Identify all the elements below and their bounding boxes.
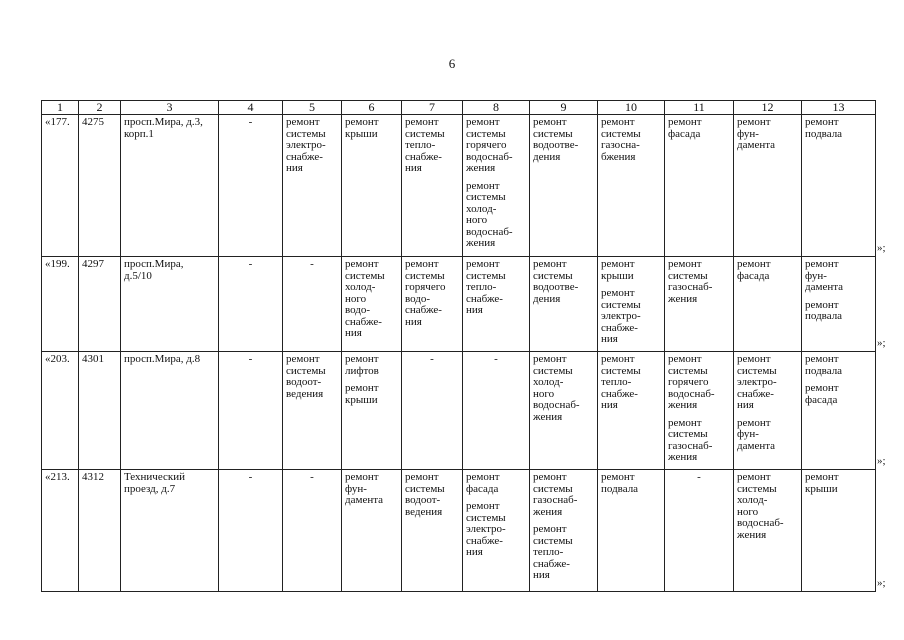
page-number: 6	[448, 56, 456, 71]
repair-entry: ремонт системы газосна- бжения	[601, 116, 641, 163]
repair-cell	[530, 352, 598, 470]
empty-cell: -	[463, 352, 530, 470]
building-code: 4301	[79, 352, 121, 470]
column-number: 9	[530, 101, 598, 115]
repair-entry: ремонт подвала	[805, 116, 843, 140]
building-code: 4297	[79, 257, 121, 352]
table-row	[42, 470, 876, 592]
repair-cell	[402, 115, 463, 257]
repair-cell	[530, 115, 598, 257]
row-number: «199.	[42, 257, 79, 352]
column-number: 13	[802, 101, 876, 115]
repair-entry: ремонт крыши	[601, 258, 635, 282]
empty-cell: -	[219, 470, 283, 592]
row-closing-mark: »;	[877, 241, 886, 254]
empty-cell: -	[665, 470, 734, 592]
empty-cell: -	[219, 352, 283, 470]
repair-entry: ремонт системы водоотве- дения	[533, 258, 579, 305]
repair-entry: ремонт фун- дамента	[345, 471, 384, 506]
table-row	[42, 115, 876, 257]
repair-cell	[802, 257, 876, 352]
empty-cell: -	[219, 257, 283, 352]
repair-cell	[463, 257, 530, 352]
repair-cell	[598, 470, 665, 592]
repair-entry: ремонт системы тепло- снабже- ния	[533, 523, 573, 581]
column-number: 11	[665, 101, 734, 115]
repair-entry: ремонт системы горячего водоснаб- жения	[668, 353, 715, 411]
address: Технический проезд, д.7	[121, 470, 219, 592]
repair-cell	[463, 470, 530, 592]
repair-entry: ремонт фасада	[668, 116, 702, 140]
repair-entry: ремонт подвала	[805, 353, 843, 377]
empty-cell: -	[283, 470, 342, 592]
repair-cell	[463, 115, 530, 257]
header-row	[42, 101, 876, 115]
repair-cell	[734, 115, 802, 257]
repair-cell	[342, 115, 402, 257]
repair-entry: ремонт системы газоснаб- жения	[668, 258, 713, 305]
repair-cell	[598, 115, 665, 257]
repair-entry: ремонт системы электро- снабже- ния	[286, 116, 326, 174]
building-code: 4312	[79, 470, 121, 592]
address: просп.Мира, д.8	[121, 352, 219, 470]
repair-cell	[283, 352, 342, 470]
repair-cell	[402, 257, 463, 352]
table-row	[42, 257, 876, 352]
repair-entry: ремонт крыши	[345, 116, 379, 140]
repair-entry: ремонт системы холод- ного водоснаб- жения	[466, 179, 513, 249]
repair-cell	[402, 470, 463, 592]
repair-entry: ремонт системы газоснаб- жения	[668, 416, 713, 463]
repair-cell	[665, 352, 734, 470]
empty-cell: -	[283, 257, 342, 352]
repair-entry: ремонт подвала	[601, 471, 639, 495]
repair-entry: ремонт системы холод- ного водоснаб- жения	[737, 471, 784, 541]
row-number: «213.	[42, 470, 79, 592]
repair-cell	[342, 257, 402, 352]
repair-entry: ремонт системы водоот- ведения	[286, 353, 326, 400]
repair-cell	[598, 257, 665, 352]
repair-schedule-table	[41, 100, 876, 592]
address: просп.Мира, д.3, корп.1	[121, 115, 219, 257]
repair-entry: ремонт крыши	[345, 382, 379, 406]
row-number: «203.	[42, 352, 79, 470]
column-number: 1	[42, 101, 79, 115]
repair-cell	[665, 115, 734, 257]
column-number: 2	[79, 101, 121, 115]
repair-cell	[530, 470, 598, 592]
repair-entry: ремонт системы холод- ного водо- снабже- ния	[345, 258, 385, 339]
address: просп.Мира, д.5/10	[121, 257, 219, 352]
row-closing-mark: »;	[877, 454, 886, 467]
row-number: «177.	[42, 115, 79, 257]
column-number: 8	[463, 101, 530, 115]
repair-entry: ремонт системы электро- снабже- ния	[601, 287, 641, 345]
repair-entry: ремонт системы горячего водо- снабже- ния	[405, 258, 446, 328]
row-closing-mark: »;	[877, 336, 886, 349]
table-row	[42, 352, 876, 470]
repair-cell	[342, 352, 402, 470]
repair-entry: ремонт системы тепло- снабже- ния	[601, 353, 641, 411]
building-code: 4275	[79, 115, 121, 257]
repair-entry: ремонт системы холод- ного водоснаб- жения	[533, 353, 580, 423]
repair-cell	[598, 352, 665, 470]
column-number: 12	[734, 101, 802, 115]
repair-entry: ремонт фун- дамента	[737, 416, 776, 452]
repair-entry: ремонт системы газоснаб- жения	[533, 471, 578, 518]
column-number: 6	[342, 101, 402, 115]
repair-entry: ремонт подвала	[805, 298, 843, 322]
column-number: 7	[402, 101, 463, 115]
repair-entry: ремонт системы тепло- снабже- ния	[405, 116, 445, 174]
repair-entry: ремонт фун- дамента	[737, 116, 776, 151]
repair-cell	[342, 470, 402, 592]
column-number: 10	[598, 101, 665, 115]
repair-entry: ремонт системы водоотве- дения	[533, 116, 579, 163]
repair-cell	[530, 257, 598, 352]
repair-cell	[802, 115, 876, 257]
column-number: 4	[219, 101, 283, 115]
repair-entry: ремонт фасада	[805, 382, 839, 406]
repair-entry: ремонт фун- дамента	[805, 258, 844, 293]
empty-cell: -	[402, 352, 463, 470]
repair-entry: ремонт системы электро- снабже- ния	[737, 353, 777, 411]
repair-entry: ремонт крыши	[805, 471, 839, 495]
empty-cell: -	[219, 115, 283, 257]
repair-entry: ремонт системы тепло- снабже- ния	[466, 258, 506, 316]
repair-cell	[802, 470, 876, 592]
repair-entry: ремонт системы электро- снабже- ния	[466, 500, 506, 558]
repair-entry: ремонт системы горячего водоснаб- жения	[466, 116, 513, 174]
repair-cell	[734, 470, 802, 592]
repair-cell	[283, 115, 342, 257]
repair-entry: ремонт фасада	[466, 471, 500, 495]
repair-entry: ремонт лифтов	[345, 353, 379, 377]
repair-cell	[734, 257, 802, 352]
repair-entry: ремонт системы водоот- ведения	[405, 471, 445, 518]
row-closing-mark: »;	[877, 576, 886, 589]
repair-cell	[802, 352, 876, 470]
repair-cell	[734, 352, 802, 470]
repair-entry: ремонт фасада	[737, 258, 771, 282]
column-number: 3	[121, 101, 219, 115]
repair-cell	[665, 257, 734, 352]
column-number: 5	[283, 101, 342, 115]
